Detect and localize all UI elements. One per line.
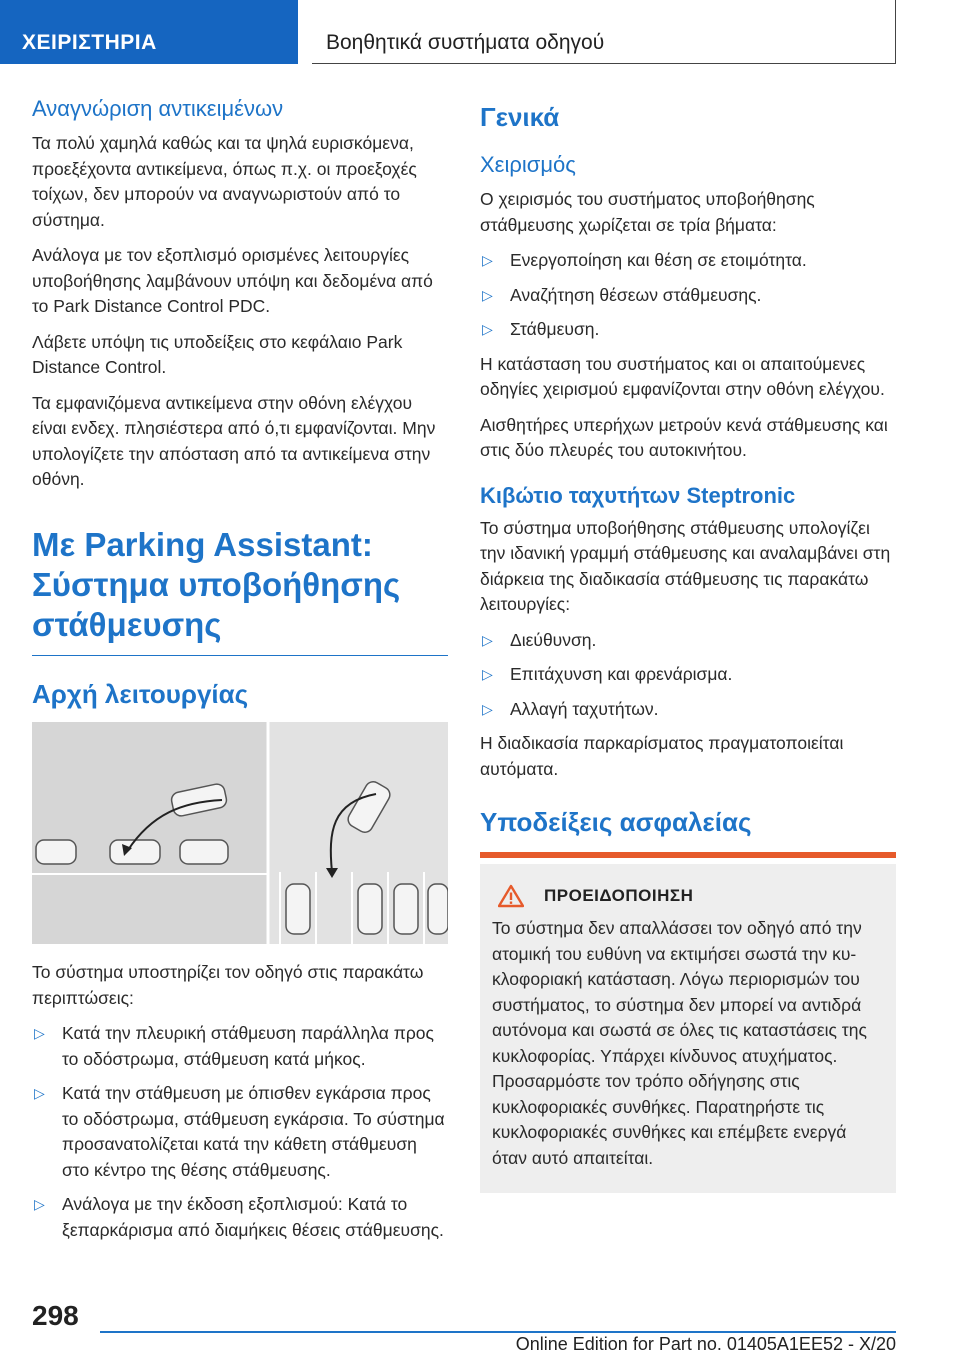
list-item	[480, 628, 896, 654]
heading-line: Με Parking Assistant:	[32, 525, 373, 563]
paragraph: Αισθητήρες υπερήχων μετρούν κενά στάθμευσης και στις δύο πλευρές του αυτοκινήτου.	[480, 414, 888, 460]
warning-triangle-icon	[498, 884, 524, 908]
list-item-text: Στάθμευση.	[510, 319, 600, 339]
heading-general: Γενικά	[480, 102, 560, 132]
paragraph: Η διαδικασία παρκαρίσματος πραγματοποιείται αυτόματα.	[480, 733, 844, 779]
steps-list	[480, 248, 896, 343]
section-divider	[32, 655, 448, 657]
heading-principle: Αρχή λειτουργίας	[32, 679, 249, 709]
heading-object-recognition: Αναγνώριση αντικειμένων	[32, 96, 284, 121]
heading-steptronic: Κιβώτιο ταχυτήτων Steptronic	[480, 482, 796, 508]
list-item	[480, 662, 896, 688]
list-item-text: Κατά την στάθμευση με όπισθεν εγκάρσια προς το οδόστρωμα, στάθμευση εγκάρσια. Το σύστημα προσανατολίζεται κατά την κάθετη στάθμευση στο κέντρο της θέσης στάθμευσης.	[62, 1083, 445, 1180]
list-item-text: Ανάλογα με την έκδοση εξοπλισμού: Κατά το ξεπαρκάρισμα από διαμήκεις θέσεις στάθμευσης.	[62, 1194, 444, 1240]
parking-illustration	[32, 722, 448, 944]
paragraph: Ο χειρισμός του συστήματος υποβοήθησης στάθμευσης χωρίζεται σε τρία βήματα:	[480, 189, 815, 235]
heading-operation: Χειρισμός	[480, 152, 576, 177]
list-item	[32, 1192, 448, 1243]
section-heading-parking-assistant	[32, 525, 448, 645]
list-item	[480, 317, 896, 343]
list-item-text: Κατά την πλευρική στάθμευση παράλληλα προς το οδόστρωμα, στάθμευση κατά μήκος.	[62, 1023, 434, 1069]
triangle-bullet-icon: ▷	[482, 321, 493, 337]
use-case-list	[32, 1021, 448, 1243]
triangle-bullet-icon: ▷	[482, 631, 493, 648]
paragraph: Τα πολύ χαμηλά καθώς και τα ψηλά ευρισκόμενα, προεξέχοντα αντικείμενα, όπως π.χ. οι προεξοχές τοίχων, δεν μπορούν να αναγνωριστούν από το σύστημα.	[32, 133, 417, 230]
heading-line: στάθμευσης	[32, 605, 222, 643]
list-item-text: Επιτάχυνση και φρενάρισμα.	[510, 664, 733, 684]
triangle-bullet-icon: ▷	[482, 286, 493, 303]
paragraph: Ανάλογα με τον εξοπλισμό ορισμένες λειτουργίες υποβοήθησης λαμβάνουν υπόψη και δεδομένα από το Park Distance Control PDC.	[32, 245, 433, 316]
footer-divider	[100, 1331, 896, 1333]
list-item	[32, 1081, 448, 1183]
left-column	[32, 95, 448, 1252]
list-item-text: Αλλαγή ταχυτήτων.	[510, 698, 659, 719]
chapter-title: Βοηθητικά συστήματα οδηγού	[312, 0, 896, 64]
warning-accent-bar	[480, 852, 896, 858]
triangle-bullet-icon: ▷	[34, 1025, 45, 1041]
list-item	[480, 697, 896, 723]
functions-list	[480, 628, 896, 723]
paragraph: Το σύστημα υποβοήθησης στάθμευσης υπολογίζει την ιδανική γραμμή στάθμευσης και αναλαμβάνει στη διάρκεια της διαδικασία στάθμευσης τις παρακάτω λειτουργίες:	[480, 517, 891, 614]
list-item	[32, 1021, 448, 1072]
paragraph: Τα εμφανιζόμενα αντικείμενα στην οθόνη ελέγχου είναι ενδεχ. πλησιέστερα από ό,τι εμφανίζονται. Μην υπολογίζετε την απόσταση από τα αντικείμενα στην οθόνη.	[32, 392, 436, 489]
heading-safety: Υποδείξεις ασφαλείας	[480, 807, 752, 837]
triangle-bullet-icon: ▷	[34, 1085, 45, 1101]
heading-line: Σύστημα υποβοήθησης	[32, 565, 401, 603]
edition-footer: Online Edition for Part no. 01405A1EE52 - X/20	[515, 1334, 896, 1354]
paragraph: Η κατάσταση του συστήματος και οι απαιτούμενες οδηγίες χειρισμού εμφανίζονται στην οθόνη ελέγχου.	[480, 353, 885, 399]
warning-text: Το σύστημα δεν απαλλάσσει τον οδηγό από την ατομική του ευθύνη να εκτιμήσει σωστά την κυκλοφοριακή κατάσταση. Λόγω περιορισμών του συστήματος, το σύστημα δεν μπορεί να αντιδρά αυτόνομα και σωστά σε όλες τις καταστάσεις της κυκλοφορίας. Υπάρχει κίνδυνος ατυχήματος. Προσαρμόστε τον τρόπο οδήγησης στις κυκλοφοριακές συνθήκες. Παρατηρήστε τις κυκλοφοριακές συνθήκες και επέμβετε ενεργά όταν αυτό απαιτείται.	[492, 918, 867, 1168]
right-column	[480, 95, 896, 1193]
warning-box	[480, 864, 896, 1193]
parking-diagram-svg	[32, 722, 448, 944]
list-item-text: Διεύθυνση.	[510, 629, 597, 650]
triangle-bullet-icon: ▷	[34, 1196, 45, 1212]
list-item	[480, 283, 896, 309]
triangle-bullet-icon: ▷	[482, 700, 493, 717]
warning-label: ΠΡΟΕΙΔΟΠΟΙΗΣΗ	[544, 886, 694, 905]
list-item-text: Ενεργοποίηση και θέση σε ετοιμότητα.	[510, 250, 807, 270]
page-number: 298	[32, 1300, 79, 1331]
triangle-bullet-icon: ▷	[482, 252, 493, 268]
list-item-text: Αναζήτηση θέσεων στάθμευσης.	[510, 284, 762, 305]
paragraph: Το σύστημα υποστηρίζει τον οδηγό στις παρακάτω περιπτώσεις:	[32, 962, 424, 1008]
paragraph: Λάβετε υπόψη τις υποδείξεις στο κεφάλαιο Park Distance Control.	[32, 331, 403, 377]
warning-header	[492, 884, 878, 908]
list-item	[480, 248, 896, 274]
triangle-bullet-icon: ▷	[482, 666, 493, 682]
section-tab: ΧΕΙΡΙΣΤΗΡΙΑ	[0, 0, 298, 64]
